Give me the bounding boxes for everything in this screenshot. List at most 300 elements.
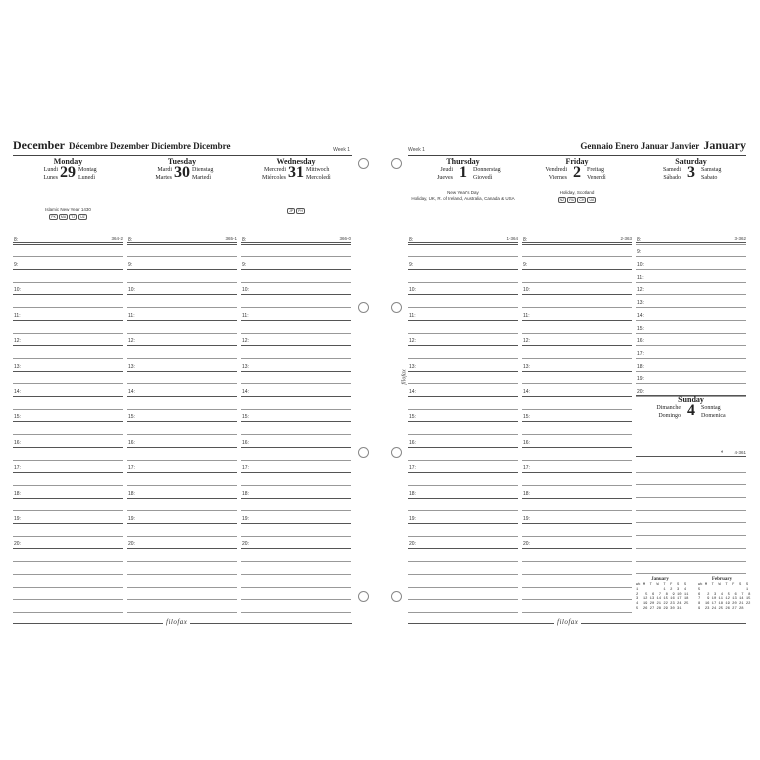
half-hour-row[interactable]: [408, 397, 518, 410]
day-name-translations-left: [437, 166, 453, 182]
hour-label: 16:: [128, 439, 135, 446]
note-line[interactable]: [636, 536, 746, 549]
hour-label: 14:: [409, 389, 416, 396]
note-line[interactable]: [636, 549, 746, 562]
punch-hole: [358, 302, 369, 313]
hour-row[interactable]: [408, 461, 518, 474]
translation: Venerdì: [587, 175, 606, 181]
hour-label: 16:: [637, 338, 644, 345]
hour-row[interactable]: [127, 359, 237, 372]
half-hour-row[interactable]: [127, 473, 237, 486]
note-line[interactable]: [636, 498, 746, 511]
country-badge: UZ: [80, 215, 85, 219]
hour-row[interactable]: [636, 232, 746, 245]
hour-row[interactable]: [13, 359, 123, 372]
half-hour-row[interactable]: [408, 550, 518, 563]
punch-hole: [391, 158, 402, 169]
hour-label: 8:: [409, 236, 414, 243]
day-name-translations-left: [43, 166, 58, 182]
hour-row[interactable]: [636, 296, 746, 309]
hour-row[interactable]: [636, 308, 746, 321]
week-label: Week 1: [408, 147, 425, 153]
hour-label: 19:: [637, 376, 644, 383]
day-count-rule: [636, 447, 746, 457]
half-hour-row[interactable]: [13, 346, 123, 359]
half-hour-row[interactable]: [408, 296, 518, 309]
hour-label: 18:: [14, 490, 21, 497]
day-name-translations-right: [701, 166, 721, 182]
hour-row[interactable]: [636, 334, 746, 347]
hour-row[interactable]: [522, 308, 632, 321]
half-hour-row[interactable]: [127, 346, 237, 359]
hour-row[interactable]: [127, 283, 237, 296]
translation: Domingo: [658, 413, 681, 419]
day-notes: [241, 207, 351, 214]
hour-row[interactable]: [127, 486, 237, 499]
translation: Mardi: [157, 167, 172, 173]
note-line[interactable]: [13, 562, 123, 575]
half-hour-row[interactable]: [408, 499, 518, 512]
half-hour-row[interactable]: [241, 245, 351, 258]
note-line[interactable]: [522, 575, 632, 588]
hour-label: 8:: [637, 236, 642, 243]
hour-label: 12:: [409, 338, 416, 345]
half-hour-row[interactable]: [127, 550, 237, 563]
translation: Sabato: [701, 175, 718, 181]
hour-row[interactable]: [522, 359, 632, 372]
half-hour-row[interactable]: [127, 245, 237, 258]
hour-label: 15:: [128, 414, 135, 421]
hour-row[interactable]: [408, 232, 518, 245]
hour-row[interactable]: [127, 511, 237, 524]
punch-hole: [391, 447, 402, 458]
translation: Martedì: [192, 175, 211, 181]
hour-label: 16:: [242, 439, 249, 446]
country-badge: RU: [569, 198, 575, 202]
hour-label: 17:: [409, 465, 416, 472]
day-notes: [522, 190, 632, 203]
day-name-translations-left: [262, 166, 286, 182]
half-hour-row[interactable]: [522, 524, 632, 537]
hour-row[interactable]: [241, 511, 351, 524]
half-hour-row[interactable]: [408, 270, 518, 283]
hour-label: 13:: [242, 363, 249, 370]
day-name-translations-right: [701, 404, 726, 420]
note-line[interactable]: [636, 562, 746, 575]
hour-label: 18:: [523, 490, 530, 497]
half-hour-row[interactable]: [127, 448, 237, 461]
hour-row[interactable]: [13, 461, 123, 474]
hour-row[interactable]: [13, 232, 123, 245]
hour-row[interactable]: [636, 245, 746, 258]
day-name-translations-left: [155, 166, 172, 182]
punch-hole: [358, 447, 369, 458]
brand-logo: filofax: [554, 618, 581, 626]
half-hour-row[interactable]: [127, 321, 237, 334]
half-hour-row[interactable]: [522, 245, 632, 258]
hour-row[interactable]: [636, 257, 746, 270]
half-hour-row[interactable]: [13, 524, 123, 537]
note-line[interactable]: [13, 600, 123, 613]
half-hour-row[interactable]: [522, 397, 632, 410]
hour-label: 9:: [128, 262, 133, 269]
note-line[interactable]: [241, 575, 351, 588]
hour-label: 15:: [409, 414, 416, 421]
translation: Jeudi: [440, 167, 453, 173]
note-line[interactable]: [636, 485, 746, 498]
hour-row[interactable]: [241, 461, 351, 474]
note-line[interactable]: [127, 575, 237, 588]
half-hour-row[interactable]: [241, 550, 351, 563]
note-line[interactable]: [408, 562, 518, 575]
half-hour-row[interactable]: [522, 346, 632, 359]
half-hour-row[interactable]: [408, 321, 518, 334]
day-notes: [408, 190, 518, 202]
hour-label: 12:: [14, 338, 21, 345]
day-name: Wednesday: [276, 157, 316, 166]
hour-row[interactable]: [13, 537, 123, 550]
half-hour-row[interactable]: [241, 321, 351, 334]
hour-label: 19:: [409, 516, 416, 523]
half-hour-row[interactable]: [13, 423, 123, 436]
day-number: 2: [573, 164, 581, 181]
half-hour-row[interactable]: [408, 524, 518, 537]
day-name-translations-left: [663, 166, 681, 182]
half-hour-row[interactable]: [408, 473, 518, 486]
note-line[interactable]: [241, 588, 351, 601]
hour-row[interactable]: [408, 359, 518, 372]
hour-row[interactable]: [127, 461, 237, 474]
day-name-translations-left: [656, 404, 681, 420]
half-hour-row[interactable]: [241, 448, 351, 461]
country-badge: MA: [60, 215, 67, 219]
half-hour-row[interactable]: [241, 423, 351, 436]
holiday-note: Holiday, Scotland: [559, 190, 595, 195]
hour-row[interactable]: [241, 410, 351, 423]
hour-label: 19:: [128, 516, 135, 523]
translation: Freitag: [587, 167, 604, 173]
half-hour-row[interactable]: [241, 524, 351, 537]
hour-row[interactable]: [636, 359, 746, 372]
hour-row[interactable]: [408, 486, 518, 499]
half-hour-row[interactable]: [13, 397, 123, 410]
half-hour-row[interactable]: [522, 321, 632, 334]
half-hour-row[interactable]: [241, 499, 351, 512]
note-line[interactable]: [127, 588, 237, 601]
mini-calendar-title: January: [651, 577, 669, 582]
hour-row[interactable]: [522, 384, 632, 397]
translation: Miércoles: [262, 175, 286, 181]
country-badge: TJ: [71, 215, 76, 219]
half-hour-row[interactable]: [13, 270, 123, 283]
half-hour-row[interactable]: [13, 448, 123, 461]
day-count: 366-0: [339, 236, 351, 241]
half-hour-row[interactable]: [13, 473, 123, 486]
day-name-translations-right: [587, 166, 606, 182]
hour-row[interactable]: [522, 232, 632, 245]
hour-row[interactable]: [636, 346, 746, 359]
half-hour-row[interactable]: [522, 499, 632, 512]
half-hour-row[interactable]: [127, 296, 237, 309]
half-hour-row[interactable]: [522, 550, 632, 563]
hour-row[interactable]: [522, 461, 632, 474]
hour-row[interactable]: [241, 257, 351, 270]
hour-label: 15:: [242, 414, 249, 421]
note-line[interactable]: [522, 562, 632, 575]
hour-label: 11:: [128, 312, 135, 319]
hour-row[interactable]: [408, 511, 518, 524]
half-hour-row[interactable]: [408, 346, 518, 359]
brand-logo: filofax: [163, 618, 190, 626]
hour-label: 19:: [14, 516, 21, 523]
note-line[interactable]: [636, 473, 746, 486]
hour-row[interactable]: [13, 334, 123, 347]
mini-calendar-row: 4 19 20 21 22 23 24 25: [636, 602, 689, 607]
hour-row[interactable]: [408, 384, 518, 397]
half-hour-row[interactable]: [241, 372, 351, 385]
half-hour-row[interactable]: [127, 372, 237, 385]
hour-label: 14:: [637, 312, 644, 319]
mini-calendar-february: [698, 577, 751, 612]
hour-label: 8:: [523, 236, 528, 243]
hour-label: 10:: [523, 287, 530, 294]
hour-row[interactable]: [127, 410, 237, 423]
translation: Lunedì: [78, 175, 95, 181]
mini-calendar-title: February: [711, 577, 733, 582]
day-number: 29: [60, 164, 76, 181]
half-hour-row[interactable]: [241, 473, 351, 486]
day-number: 3: [687, 164, 695, 181]
half-hour-row[interactable]: [241, 296, 351, 309]
hour-row[interactable]: [522, 486, 632, 499]
punch-hole: [358, 158, 369, 169]
hour-row[interactable]: [127, 232, 237, 245]
hour-row[interactable]: [636, 283, 746, 296]
hour-row[interactable]: [127, 384, 237, 397]
hour-row[interactable]: [241, 232, 351, 245]
hour-row[interactable]: [127, 308, 237, 321]
hour-label: 11:: [637, 274, 644, 281]
day-count: 2-363: [620, 236, 632, 241]
hour-row[interactable]: [13, 511, 123, 524]
note-line[interactable]: [522, 588, 632, 601]
note-line[interactable]: [636, 524, 746, 537]
month-translations: Gennaio Enero Januar Janvier: [580, 141, 700, 151]
hour-row[interactable]: [408, 308, 518, 321]
mini-calendar-row: 6 2 3 4 5 6 7 8: [698, 592, 751, 597]
country-badge: PH: [298, 209, 303, 213]
mini-calendar-row: 9 23 24 25 26 27 28: [698, 606, 744, 611]
hour-row[interactable]: [127, 537, 237, 550]
hour-label: 14:: [128, 389, 135, 396]
mini-calendar-row: 5 26 27 28 29 30 31: [636, 606, 682, 611]
half-hour-row[interactable]: [241, 397, 351, 410]
note-line[interactable]: [522, 600, 632, 613]
hour-row[interactable]: [408, 435, 518, 448]
hour-label: 8:: [128, 236, 133, 243]
hour-row[interactable]: [13, 257, 123, 270]
half-hour-row[interactable]: [127, 270, 237, 283]
day-count: 364-2: [111, 236, 123, 241]
half-hour-row[interactable]: [408, 423, 518, 436]
half-hour-row[interactable]: [522, 270, 632, 283]
hour-row[interactable]: [522, 283, 632, 296]
hour-label: 8:: [242, 236, 247, 243]
sunday-separator: [636, 395, 746, 396]
punch-hole: [391, 591, 402, 602]
half-hour-row[interactable]: [13, 372, 123, 385]
hour-label: 12:: [242, 338, 249, 345]
hour-row[interactable]: [241, 486, 351, 499]
hour-row[interactable]: [127, 334, 237, 347]
day-number: 30: [174, 164, 190, 181]
note-line[interactable]: [408, 575, 518, 588]
half-hour-row[interactable]: [13, 296, 123, 309]
hour-row[interactable]: [522, 435, 632, 448]
hour-row[interactable]: [522, 537, 632, 550]
half-hour-row[interactable]: [522, 423, 632, 436]
half-hour-row[interactable]: [13, 245, 123, 258]
right-month-title: [580, 136, 746, 154]
half-hour-row[interactable]: [13, 550, 123, 563]
hour-row[interactable]: [636, 321, 746, 334]
hour-row[interactable]: [127, 435, 237, 448]
hour-row[interactable]: [13, 384, 123, 397]
half-hour-row[interactable]: [408, 372, 518, 385]
hour-label: 9:: [409, 262, 414, 269]
translation: Samstag: [701, 167, 722, 173]
country-badges: [522, 197, 632, 203]
half-hour-row[interactable]: [241, 346, 351, 359]
half-hour-row[interactable]: [522, 473, 632, 486]
month-name: December: [13, 138, 65, 152]
country-badge: PK: [51, 215, 56, 219]
note-line[interactable]: [636, 460, 746, 473]
right-header: [408, 138, 746, 156]
hour-label: 14:: [242, 389, 249, 396]
note-line[interactable]: [13, 588, 123, 601]
half-hour-row[interactable]: [127, 397, 237, 410]
hour-row[interactable]: [408, 283, 518, 296]
translation: Vendredi: [545, 167, 567, 173]
translation: Sábado: [663, 175, 681, 181]
translation: Viernes: [548, 175, 567, 181]
hour-row[interactable]: [408, 537, 518, 550]
hour-label: 15:: [637, 325, 644, 332]
half-hour-row[interactable]: [522, 372, 632, 385]
hour-row[interactable]: [636, 372, 746, 385]
note-line[interactable]: [408, 600, 518, 613]
hour-row[interactable]: [241, 308, 351, 321]
hour-row[interactable]: [241, 334, 351, 347]
note-line[interactable]: [408, 588, 518, 601]
hour-row[interactable]: [241, 435, 351, 448]
half-hour-row[interactable]: [127, 499, 237, 512]
hour-row[interactable]: [241, 359, 351, 372]
hour-label: 9:: [523, 262, 528, 269]
day-count: 365-1: [225, 236, 237, 241]
hour-label: 20:: [14, 541, 21, 548]
hour-row[interactable]: [13, 410, 123, 423]
hour-row[interactable]: [241, 283, 351, 296]
hour-label: 20:: [242, 541, 249, 548]
note-line[interactable]: [127, 562, 237, 575]
half-hour-row[interactable]: [408, 245, 518, 258]
hour-row[interactable]: [522, 511, 632, 524]
moon-phase-icon: ◐: [720, 449, 724, 455]
note-line[interactable]: [241, 600, 351, 613]
hour-row[interactable]: [13, 308, 123, 321]
punch-hole: [391, 302, 402, 313]
half-hour-row[interactable]: [127, 423, 237, 436]
mini-calendar-row: 3 12 13 14 15 16 17 18: [636, 597, 689, 602]
hour-row[interactable]: [13, 435, 123, 448]
hour-label: 17:: [128, 465, 135, 472]
note-line[interactable]: [241, 562, 351, 575]
hour-row[interactable]: [408, 257, 518, 270]
hour-row[interactable]: [408, 410, 518, 423]
half-hour-row[interactable]: [241, 270, 351, 283]
hour-label: 17:: [523, 465, 530, 472]
mini-calendar-row: 8 16 17 18 19 20 21 22: [698, 602, 751, 607]
translation: Mercoledì: [306, 175, 331, 181]
half-hour-row[interactable]: [13, 321, 123, 334]
note-line[interactable]: [13, 575, 123, 588]
hour-row[interactable]: [241, 537, 351, 550]
half-hour-row[interactable]: [522, 448, 632, 461]
mini-calendar-row: wk M T W T F S S: [636, 583, 687, 587]
half-hour-row[interactable]: [408, 448, 518, 461]
hour-row[interactable]: [127, 257, 237, 270]
hour-row[interactable]: [522, 257, 632, 270]
half-hour-row[interactable]: [522, 296, 632, 309]
translation: Montag: [78, 167, 97, 173]
hour-row[interactable]: [13, 283, 123, 296]
half-hour-row[interactable]: [13, 499, 123, 512]
half-hour-row[interactable]: [127, 524, 237, 537]
hour-label: 10:: [14, 287, 21, 294]
hour-row[interactable]: [522, 410, 632, 423]
hour-label: 11:: [14, 312, 21, 319]
translation: Jueves: [437, 175, 453, 181]
hour-label: 11:: [409, 312, 416, 319]
hour-label: 11:: [242, 312, 249, 319]
hour-row[interactable]: [636, 270, 746, 283]
hour-label: 8:: [14, 236, 19, 243]
hour-label: 17:: [14, 465, 21, 472]
day-name: Tuesday: [167, 157, 197, 166]
hour-label: 13:: [637, 300, 644, 307]
holiday-note: Islamic New Year 1430: [45, 207, 91, 212]
note-line[interactable]: [636, 511, 746, 524]
translation: Martes: [155, 175, 172, 181]
hour-row[interactable]: [241, 384, 351, 397]
hour-label: 19:: [242, 516, 249, 523]
punch-hole: [358, 591, 369, 602]
translation: Giovedì: [473, 175, 493, 181]
hour-row[interactable]: [522, 334, 632, 347]
left-page: [13, 140, 352, 630]
note-line[interactable]: [127, 600, 237, 613]
hour-label: 16:: [14, 439, 21, 446]
country-badges: [241, 208, 351, 214]
hour-row[interactable]: [13, 486, 123, 499]
hour-row[interactable]: [408, 334, 518, 347]
mini-calendar-row: 1 1 2 3 4: [636, 587, 687, 592]
day-number: 4: [687, 402, 695, 419]
hour-label: 15:: [523, 414, 530, 421]
translation: Sonntag: [701, 405, 721, 411]
